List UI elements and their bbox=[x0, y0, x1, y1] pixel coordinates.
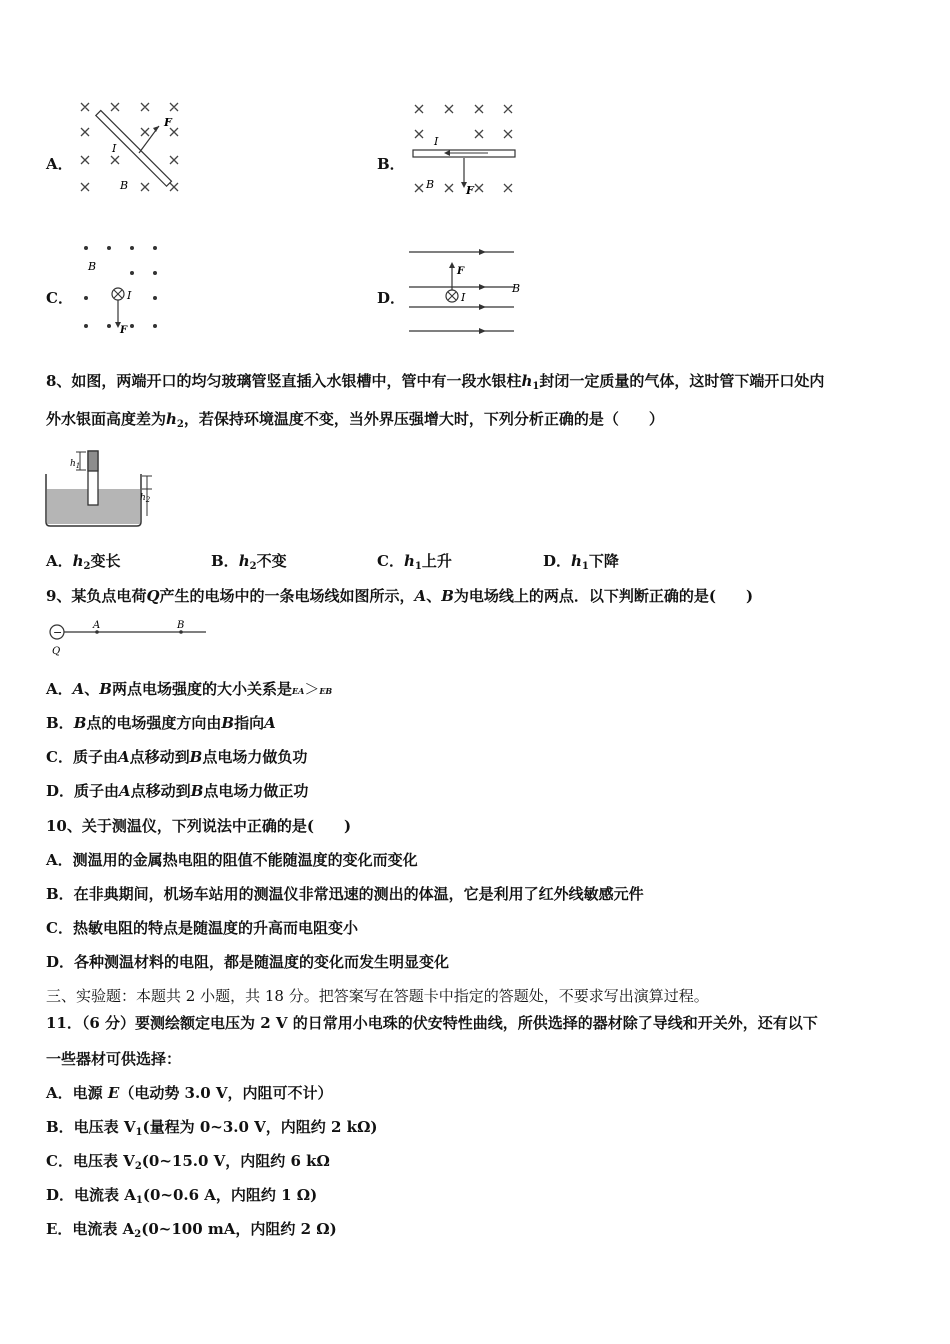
label-b: B bbox=[88, 260, 97, 273]
q9-option-d: D．质子由A点移动到B点电场力做正功 bbox=[46, 782, 309, 800]
q8-stem-line2: 外水银面高度差为$h_2$，若保持环境温度不变，当外界压强增大时，下列分析正确的是（ ） bbox=[46, 410, 664, 430]
q8-option-b: B．$h_2$不变 bbox=[211, 552, 287, 572]
arrowhead-icon bbox=[449, 262, 455, 268]
q7-figure-a bbox=[74, 98, 189, 198]
q8-figure-mercury-trough bbox=[42, 444, 162, 530]
q10-stem: 10、关于测温仪，下列说法中正确的是( ) bbox=[46, 817, 352, 835]
q9-figure-field-line bbox=[44, 616, 214, 658]
q10-option-c: C．热敏电阻的特点是随温度的升高而电阻变小 bbox=[46, 919, 358, 937]
q8-option-a: A．$h_2$变长 bbox=[46, 552, 121, 572]
label-h2: $h_2$ bbox=[140, 493, 151, 504]
label-f: F bbox=[466, 184, 474, 197]
conductor-rod bbox=[96, 111, 172, 187]
label-f: F bbox=[457, 266, 465, 277]
q7-option-c-label: C． bbox=[46, 289, 73, 307]
label-a: A bbox=[93, 620, 101, 631]
q7-option-b-label: B． bbox=[377, 155, 405, 173]
label-b: B bbox=[177, 620, 185, 631]
q11-option-a: A．电源 E（电动势 3.0 V，内阻可不计） bbox=[46, 1084, 333, 1102]
q10-option-a: A．测温用的金属热电阻的阻值不能随温度的变化而变化 bbox=[46, 851, 418, 869]
label-i: I bbox=[461, 291, 466, 304]
label-f: F bbox=[164, 116, 172, 129]
mercury-column bbox=[88, 451, 98, 471]
q9-option-c: C．质子由A点移动到B点电场力做负功 bbox=[46, 748, 308, 766]
q10-option-b: B．在非典期间，机场车站用的测温仪非常迅速的测出的体温，它是利用了红外线敏感元件 bbox=[46, 885, 644, 903]
q7-figure-c bbox=[74, 238, 174, 338]
q9-option-b: B．B点的电场强度方向由B指向A bbox=[46, 714, 276, 732]
label-i: I bbox=[112, 142, 117, 155]
label-q: Q bbox=[52, 646, 61, 657]
q10-option-d: D．各种测温材料的电阻，都是随温度的变化而发生明显变化 bbox=[46, 953, 450, 971]
q11-stem-line2: 一些器材可供选择： bbox=[46, 1050, 182, 1068]
q7-option-a-label: A． bbox=[46, 155, 73, 173]
field-line-arrowheads bbox=[479, 249, 486, 334]
dot-field-marks bbox=[84, 246, 157, 328]
q9-stem: 9、某负点电荷Q产生的电场中的一条电场线如图所示，A、B为电场线上的两点．以下判断正确的是( ) bbox=[46, 587, 754, 605]
q11-option-d: D．电流表 $A_1(0\sim 0.6$ A，内阻约 1 Ω) bbox=[46, 1186, 318, 1206]
q11-option-c: C．电压表 $V_2(0\sim 15.0$ V，内阻约 6 kΩ bbox=[46, 1152, 330, 1172]
q7-option-d-label: D． bbox=[377, 289, 406, 307]
q11-option-b: B．电压表 $V_1$(量程为 0~3.0 V，内阻约 2 kΩ) bbox=[46, 1118, 378, 1138]
arrowhead-icon bbox=[153, 126, 159, 132]
label-b: B bbox=[512, 282, 521, 295]
q11-option-e: E．电流表 $A_2(0\sim 100$ mA，内阻约 2 Ω) bbox=[46, 1220, 337, 1240]
q8-option-c: C．$h_1$上升 bbox=[377, 552, 452, 572]
label-f: F bbox=[120, 325, 128, 336]
q8-stem-line1: 8、如图，两端开口的均匀玻璃管竖直插入水银槽中，管中有一段水银柱$h_1$封闭一定质量的气体，这时管下端开口处内 bbox=[46, 372, 825, 392]
q7-figure-d bbox=[406, 244, 531, 340]
section3-title: 三、实验题：本题共 2 小题，共 18 分。把答案写在答题卡中指定的答题处，不要求写出演算过程。 bbox=[46, 987, 709, 1005]
label-b: B bbox=[120, 179, 129, 192]
q9-option-a: A．A、B两点电场强度的大小关系是EA＞EB bbox=[46, 680, 333, 698]
label-b: B bbox=[426, 178, 435, 191]
q11-stem-line1: 11．（6 分）要测绘额定电压为 2 V 的日常用小电珠的伏安特性曲线，所供选择的器材除了导线和开关外，还有以下 bbox=[46, 1014, 818, 1032]
q8-option-d: D．$h_1$下降 bbox=[543, 552, 619, 572]
charge-sign: − bbox=[53, 626, 63, 639]
label-i: I bbox=[127, 289, 132, 302]
label-h1: $h_1$ bbox=[70, 459, 81, 470]
q7-figure-b bbox=[408, 98, 523, 198]
label-i: I bbox=[434, 135, 439, 148]
